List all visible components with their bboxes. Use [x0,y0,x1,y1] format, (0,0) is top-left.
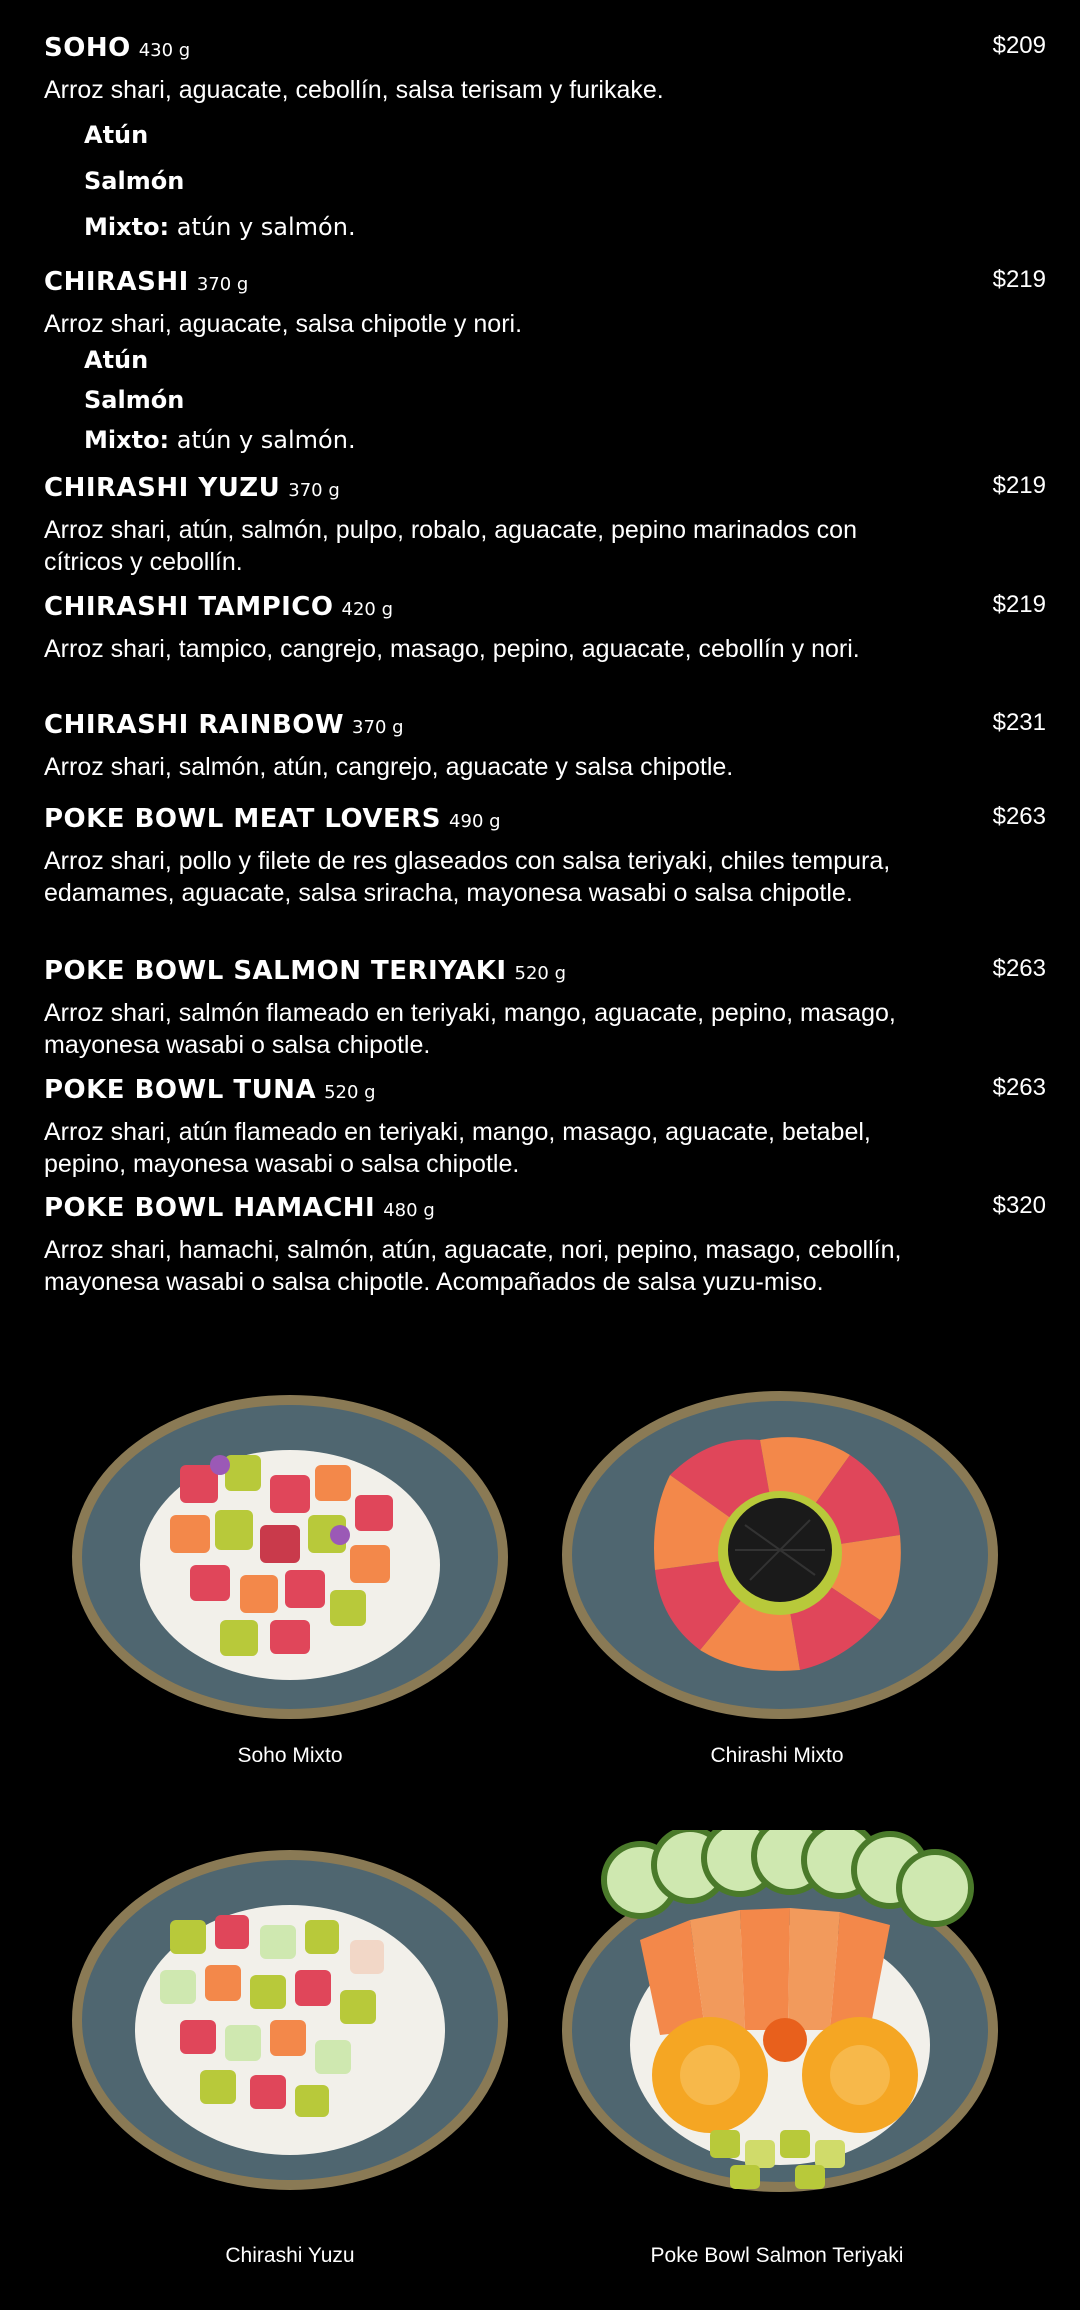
menu-item-soho [44,26,1044,250]
item-description: Arroz shari, atún flameado en teriyaki, mango, masago, aguacate, betabel, pepino, mayonesa wasabi o salsa chipotle. [44,1118,871,1178]
item-price: $219 [992,472,1046,499]
item-name: POKE BOWL SALMON TERIYAKI 520 g [44,956,567,986]
variant-option: Mixto: atún y salmón. [84,426,356,454]
chirashi-bowl-icon [560,1385,1000,1725]
photo-caption: Chirashi Yuzu [225,2244,355,2267]
poke-bowl-icon [70,1840,510,2200]
variant-option: Salmón [84,386,185,414]
item-price: $263 [992,803,1046,830]
menu-item-chirashi-rainbow [44,703,1044,783]
variant-option: Mixto: atún y salmón. [84,213,356,241]
item-description: Arroz shari, aguacate, salsa chipotle y nori. [44,310,523,338]
item-description: Arroz shari, salmón flameado en teriyaki, mango, aguacate, pepino, masago, mayonesa wasabi o salsa chipotle. [44,999,896,1059]
variant-option: Atún [84,346,149,374]
item-weight: 430 g [138,40,191,61]
item-price: $219 [992,266,1046,293]
item-weight: 370 g [196,274,249,295]
item-description: Arroz shari, hamachi, salmón, atún, aguacate, nori, pepino, masago, cebollín, mayonesa wasabi o salsa chipotle. Acompañados de salsa yuzu-miso. [44,1236,902,1296]
item-price: $263 [992,1074,1046,1101]
item-weight: 520 g [514,963,567,984]
item-description: Arroz shari, pollo y filete de res glaseados con salsa teriyaki, chiles tempura, edamames, aguacate, salsa sriracha, mayonesa wasabi o salsa chipotle. [44,847,891,907]
item-description: Arroz shari, aguacate, cebollín, salsa terisam y furikake. [44,76,664,104]
item-description: Arroz shari, salmón, atún, cangrejo, aguacate y salsa chipotle. [44,753,734,781]
menu-item-chirashi-tampico [44,585,1044,665]
item-weight: 370 g [288,480,340,501]
item-name: CHIRASHI 370 g [44,267,249,297]
menu-item-poke-bowl-hamachi [44,1186,1044,1298]
menu-item-chirashi [44,260,1044,460]
item-weight: 370 g [352,717,404,738]
item-price: $209 [992,32,1046,59]
item-weight: 490 g [449,811,501,832]
item-name: CHIRASHI TAMPICO 420 g [44,592,394,622]
item-weight: 520 g [324,1082,376,1103]
item-name: POKE BOWL MEAT LOVERS 490 g [44,804,501,834]
item-name: POKE BOWL HAMACHI 480 g [44,1193,435,1223]
photo-caption: Poke Bowl Salmon Teriyaki [650,2244,904,2267]
menu-item-poke-bowl-tuna [44,1068,1044,1180]
item-name: CHIRASHI RAINBOW 370 g [44,710,404,740]
item-price: $263 [992,955,1046,982]
item-price: $219 [992,591,1046,618]
variant-option: Salmón [84,167,185,195]
menu-item-poke-bowl-salmon-teriyaki [44,949,1044,1061]
item-weight: 420 g [341,599,394,620]
item-price: $231 [992,709,1046,736]
poke-bowl-salmon-teriyaki-photo [560,1830,1000,2200]
item-description: Arroz shari, atún, salmón, pulpo, robalo, aguacate, pepino marinados con cítricos y cebollín. [44,516,857,576]
item-name: SOHO 430 g [44,33,191,63]
poke-bowl-icon [560,1830,1000,2200]
item-name: POKE BOWL TUNA 520 g [44,1075,376,1105]
item-weight: 480 g [383,1200,435,1221]
item-price: $320 [992,1192,1046,1219]
item-description: Arroz shari, tampico, cangrejo, masago, pepino, aguacate, cebollín y nori. [44,635,860,663]
chirashi-mixto-photo [560,1385,1000,1725]
item-name: CHIRASHI YUZU 370 g [44,473,340,503]
poke-bowl-icon [70,1385,510,1725]
soho-mixto-photo [70,1385,510,1725]
menu-item-poke-bowl-meat-lovers [44,797,1044,909]
variant-option: Atún [84,121,149,149]
chirashi-yuzu-photo [70,1840,510,2200]
photo-caption: Soho Mixto [237,1744,343,1767]
photo-caption: Chirashi Mixto [710,1744,844,1767]
menu-item-chirashi-yuzu [44,466,1044,578]
